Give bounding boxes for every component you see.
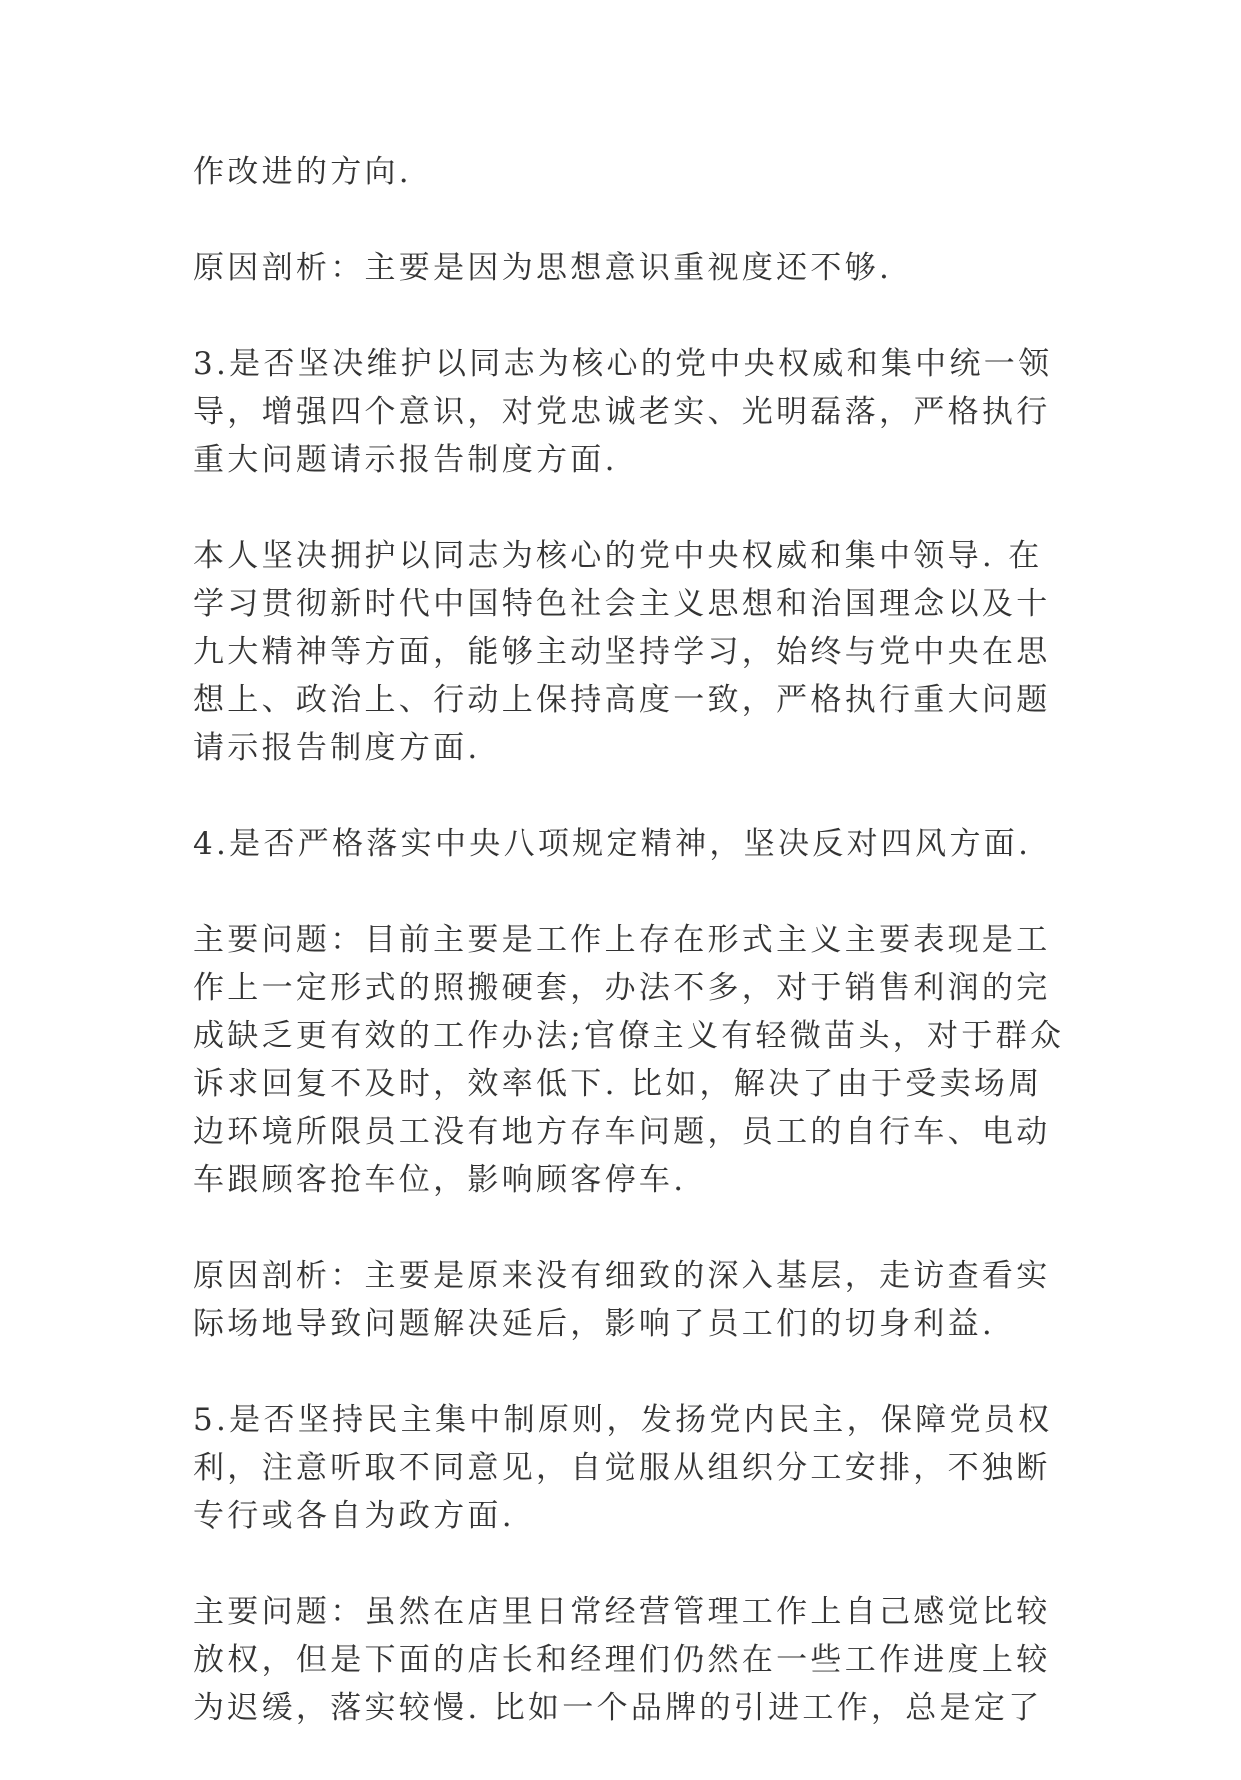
text-line: 请示报告制度方面. (193, 730, 481, 766)
text-line: 作上一定形式的照搬硬套，办法不多，对于销售利润的完 (193, 970, 1051, 1006)
text-line: 重大问题请示报告制度方面. (193, 442, 618, 478)
paragraph (193, 916, 1073, 1204)
text-line: 原因剖析：主要是因为思想意识重视度还不够. (193, 250, 893, 286)
text-line: 原因剖析：主要是原来没有细致的深入基层，走访查看实 (193, 1258, 1051, 1294)
text-line: 为迟缓，落实较慢. 比如一个品牌的引进工作，总是定了 (193, 1690, 1043, 1726)
text-line: 5.是否坚持民主集中制原则，发扬党内民主，保障党员权 (193, 1402, 1053, 1438)
paragraph (193, 340, 1073, 484)
text-line: 诉求回复不及时，效率低下. 比如，解决了由于受卖场周 (193, 1066, 1043, 1102)
paragraph (193, 1588, 1073, 1732)
text-line: 专行或各自为政方面. (193, 1498, 515, 1534)
text-line: 主要问题：目前主要是工作上存在形式主义主要表现是工 (193, 922, 1051, 958)
text-line: 放权，但是下面的店长和经理们仍然在一些工作进度上较 (193, 1642, 1051, 1678)
text-line: 边环境所限员工没有地方存车问题，员工的自行车、电动 (193, 1114, 1051, 1150)
paragraph (193, 148, 1073, 196)
text-line: 利，注意听取不同意见，自觉服从组织分工安排，不独断 (193, 1450, 1051, 1486)
paragraph (193, 1252, 1073, 1348)
text-line: 成缺乏更有效的工作办法;官僚主义有轻微苗头，对于群众 (193, 1018, 1065, 1054)
paragraph (193, 532, 1073, 772)
text-line: 车跟顾客抢车位，影响顾客停车. (193, 1162, 687, 1198)
text-line: 际场地导致问题解决延后，影响了员工们的切身利益. (193, 1306, 996, 1342)
text-line: 主要问题：虽然在店里日常经营管理工作上自己感觉比较 (193, 1594, 1051, 1630)
paragraph (193, 244, 1073, 292)
text-line: 想上、政治上、行动上保持高度一致，严格执行重大问题 (193, 682, 1051, 718)
text-line: 本人坚决拥护以同志为核心的党中央权威和集中领导. 在 (193, 538, 1043, 574)
text-line: 导，增强四个意识，对党忠诚老实、光明磊落，严格执行 (193, 394, 1051, 430)
text-line: 九大精神等方面，能够主动坚持学习，始终与党中央在思 (193, 634, 1051, 670)
document-body (193, 148, 1073, 1780)
text-line: 作改进的方向. (193, 154, 412, 190)
text-line: 3.是否坚决维护以同志为核心的党中央权威和集中统一领 (193, 346, 1053, 382)
text-line: 4.是否严格落实中央八项规定精神，坚决反对四风方面. (193, 826, 1032, 862)
paragraph (193, 820, 1073, 868)
text-line: 学习贯彻新时代中国特色社会主义思想和治国理念以及十 (193, 586, 1051, 622)
paragraph (193, 1396, 1073, 1540)
